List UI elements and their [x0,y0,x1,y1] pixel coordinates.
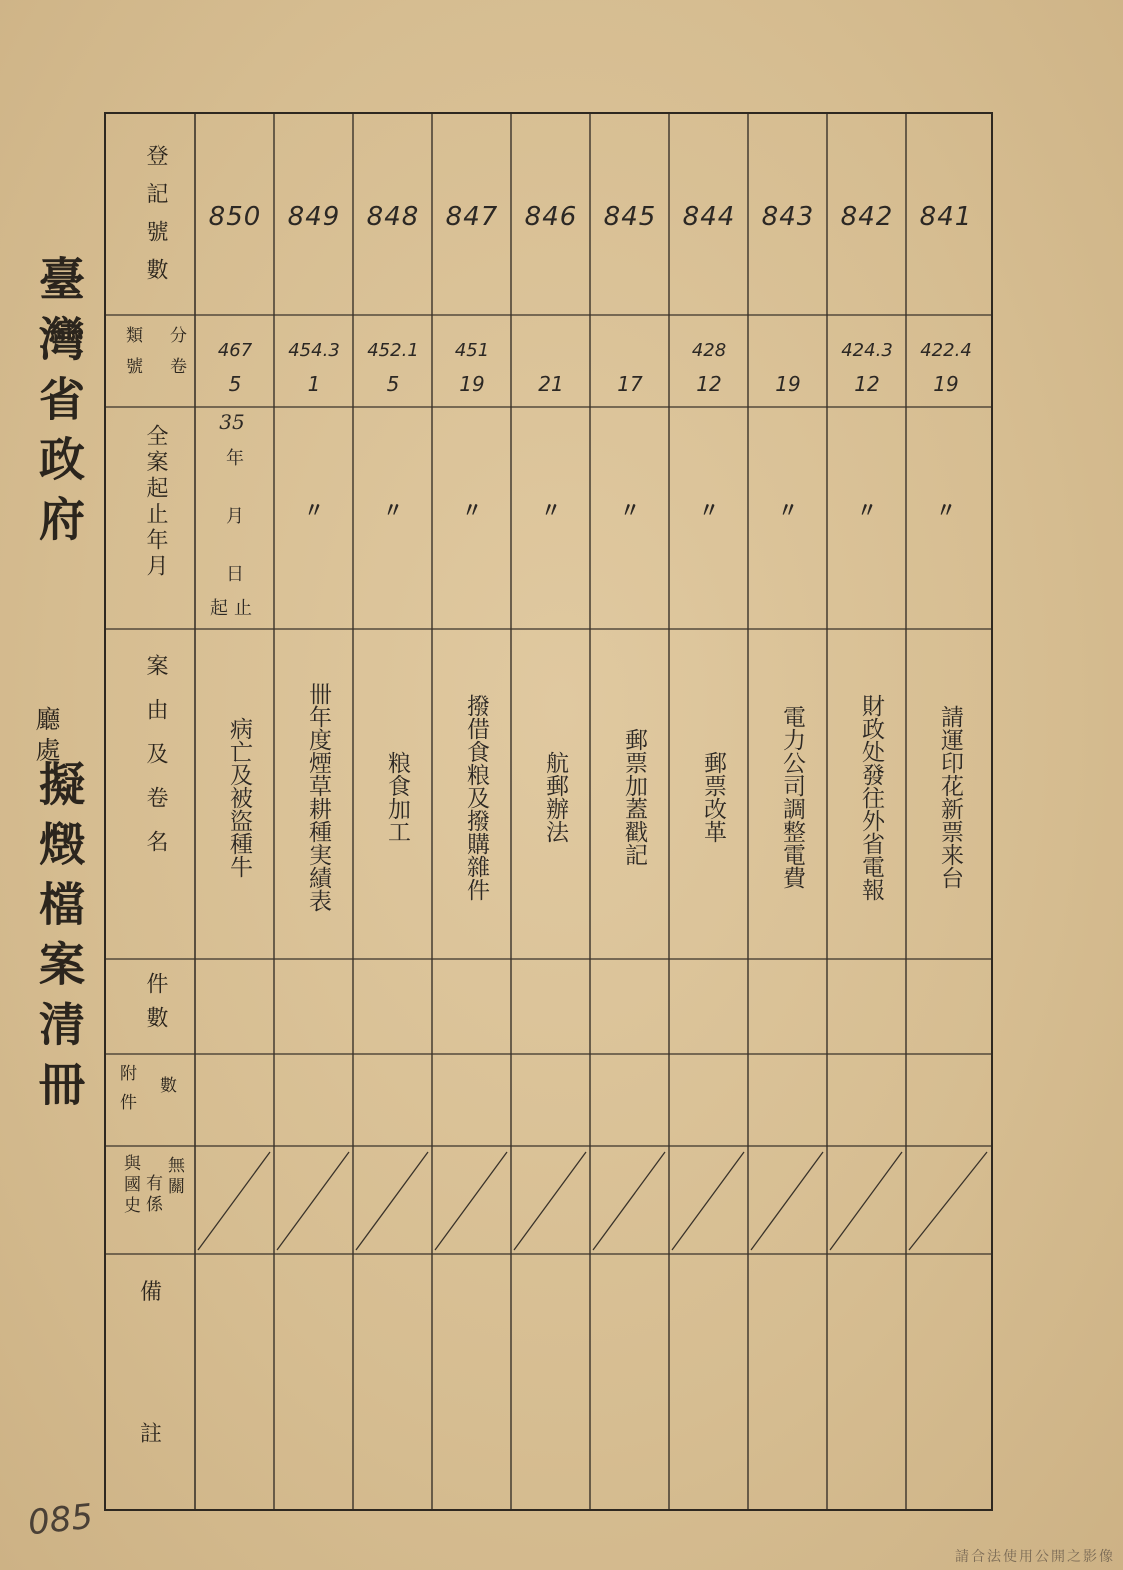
strike-diagonal [514,1152,586,1250]
strike-diagonal [909,1152,987,1250]
usage-notice: 請合法使用公開之影像 [955,1549,1115,1565]
header-class-bot: 類號 [122,326,142,388]
header-count: 件數 [143,972,168,1040]
header-case-title: 案由及卷名 [143,654,168,874]
class-bottom-cell: 17 [617,372,643,396]
reg-no-cell: 844 [682,202,736,232]
header-relation-a: 無關 [164,1156,184,1198]
class-bottom-cell: 19 [459,372,485,396]
reg-no-cell: 845 [603,202,657,232]
reg-no-cell: 842 [840,202,894,232]
document-subtitle: 擬燬檔案清冊 [32,760,86,1120]
strike-diagonal [356,1152,428,1250]
strike-diagonal [277,1152,349,1250]
reg-no-cell: 849 [287,202,341,232]
class-bottom-cell: 1 [307,372,321,396]
first-date-start-end: 起止 [210,598,258,619]
date-cell: 〃 [778,498,798,522]
strike-diagonal [593,1152,665,1250]
strike-diagonal [435,1152,507,1250]
header-class-top: 分卷 [166,326,186,388]
case-title-cell: 撥借食粮及撥購雜件 [463,693,489,901]
header-attach-b: 數 [156,1076,176,1093]
date-cell: 〃 [383,498,403,522]
class-top-cell: 454.3 [288,340,340,361]
date-cell: 〃 [936,498,956,522]
document-title: 臺灣省政府 [32,255,86,555]
header-reg-no: 登記號數 [143,143,168,296]
first-date-day: 日 [226,564,244,585]
reg-no-cell: 848 [366,202,420,232]
case-title-cell: 電力公司調整電費 [779,705,805,889]
page-number: 085 [26,1496,95,1544]
strike-diagonal [198,1152,270,1250]
reg-no-cell: 850 [208,202,262,232]
first-date-year-value: 35 [219,410,245,434]
case-title-cell: 請運印花新票来台 [937,705,963,889]
class-bottom-cell: 19 [775,372,801,396]
case-title-cell: 航郵辦法 [542,751,568,843]
date-cell: 〃 [304,498,324,522]
class-top-cell: 428 [691,340,727,361]
first-date-year: 年 [226,448,244,469]
class-bottom-cell: 5 [228,372,242,396]
destruction-register-table [104,112,993,1511]
header-attach-a: 附件 [116,1064,136,1122]
strike-diagonal [830,1152,902,1250]
class-bottom-cell: 21 [538,372,564,396]
reg-no-cell: 841 [919,202,973,232]
strike-diagonal [751,1152,823,1250]
class-top-cell: 422.4 [920,340,972,361]
date-cell: 〃 [699,498,719,522]
class-top-cell: 424.3 [841,340,893,361]
class-bottom-cell: 5 [386,372,400,396]
case-title-cell: 郵票加蓋戳記 [621,728,647,866]
class-top-cell: 451 [454,340,490,361]
reg-no-cell: 846 [524,202,578,232]
reg-no-cell: 847 [445,202,499,232]
date-cell: 〃 [620,498,640,522]
date-cell: 〃 [857,498,877,522]
date-cell: 〃 [541,498,561,522]
date-cell: 〃 [462,498,482,522]
class-bottom-cell: 19 [933,372,959,396]
department-label: 廳處 [32,706,61,768]
case-title-cell: 卌年度煙草耕種実績表 [305,682,331,912]
first-date-month: 月 [226,506,244,527]
reg-no-cell: 843 [761,202,815,232]
case-title-cell: 郵票改革 [700,751,726,843]
class-bottom-cell: 12 [696,372,722,396]
case-title-cell: 財政处發往外省電報 [858,693,884,901]
case-title-cell: 粮食加工 [384,751,410,843]
header-relation-b: 有係 [142,1174,162,1216]
header-date-range: 全案起止年月 [143,424,168,580]
case-title-cell: 病亡及被盜種牛 [226,716,252,878]
class-top-cell: 467 [217,340,253,361]
header-remarks-bottom: 註 [139,1422,162,1447]
class-bottom-cell: 12 [854,372,880,396]
strike-diagonal [672,1152,744,1250]
class-top-cell: 452.1 [367,340,419,361]
header-remarks-top: 備 [139,1280,162,1305]
header-relation-c: 與國史 [120,1154,140,1217]
